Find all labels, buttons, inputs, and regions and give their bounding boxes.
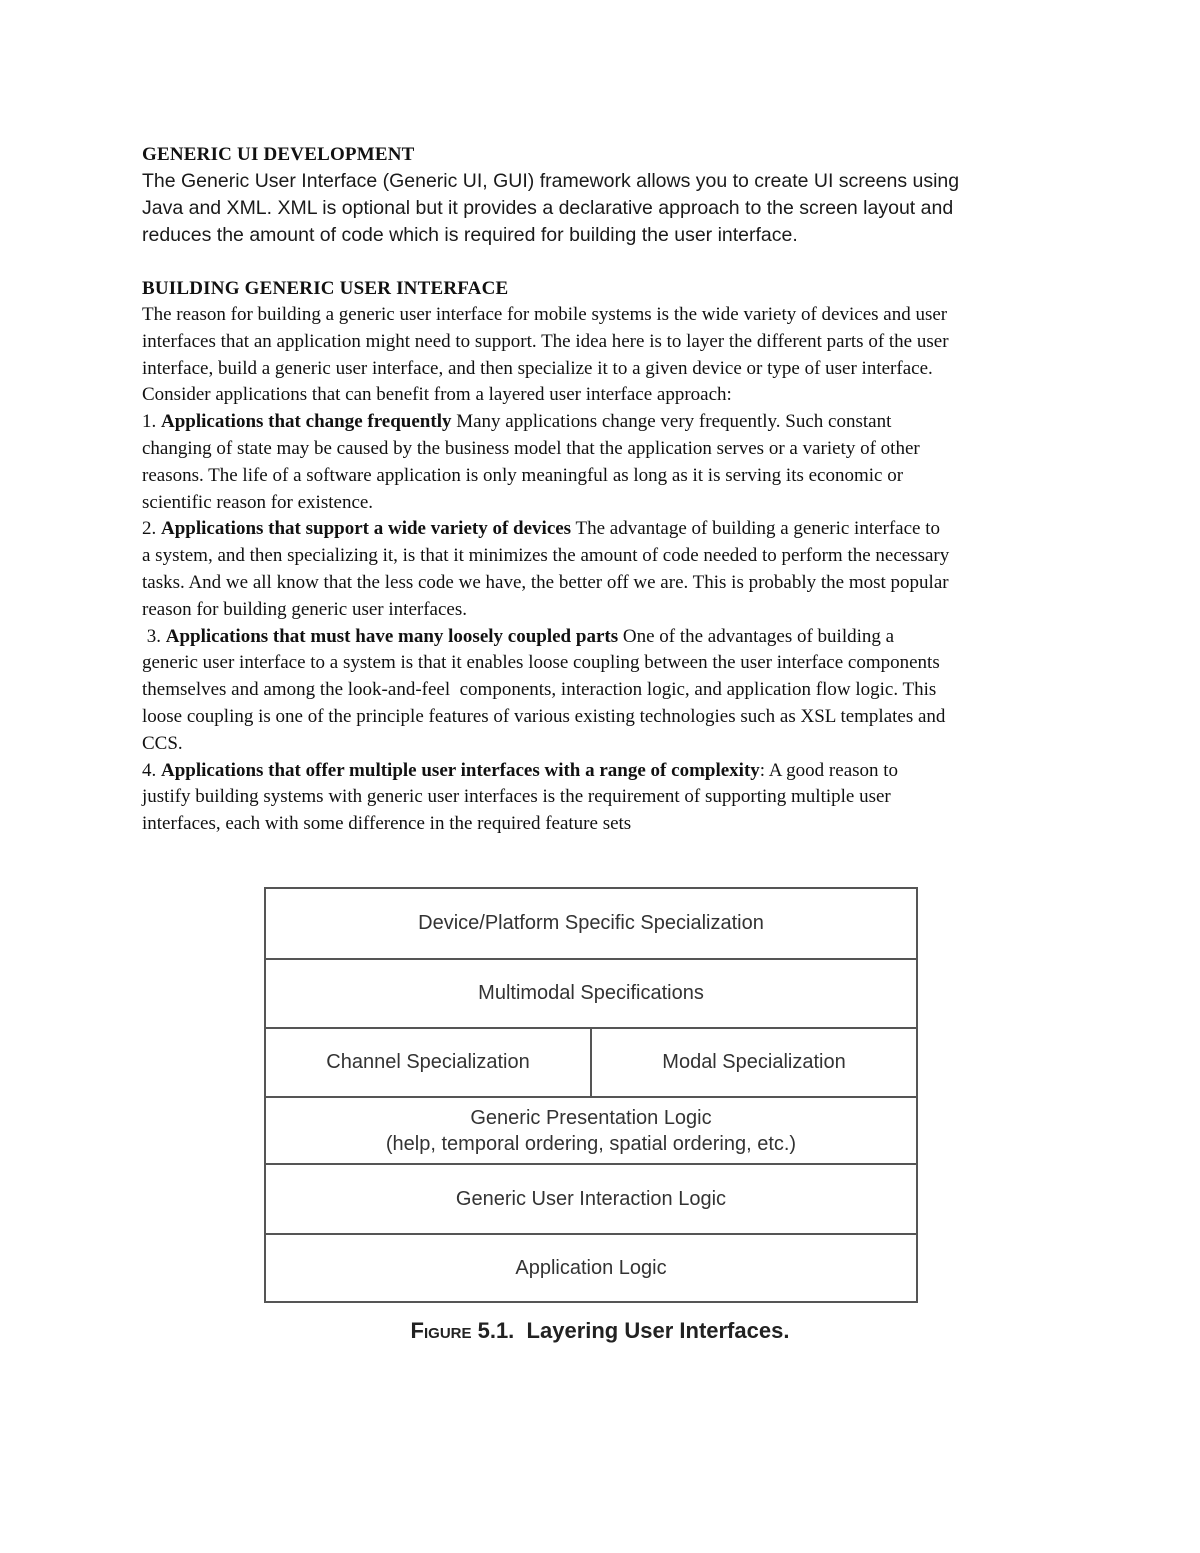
layer-multimodal <box>266 960 916 1029</box>
text-line: reasons. The life of a software application is only meaningful as long as it is serving its economic or <box>142 464 904 486</box>
text-line: changing of state may be caused by the business model that the application serves or a variety of other <box>142 437 920 459</box>
text-line: CCS. <box>142 732 183 754</box>
layer-presentation-logic <box>266 1098 916 1165</box>
layer-label: Generic Presentation Logic <box>470 1106 712 1129</box>
layering-diagram <box>264 887 918 1303</box>
layer-interaction-logic <box>266 1165 916 1235</box>
item-number: 3. <box>142 625 166 647</box>
text-line: reason for building generic user interfaces. <box>142 598 467 620</box>
layer-split-row <box>266 1029 916 1098</box>
item-text: One of the advantages of building a <box>618 625 895 647</box>
paragraph <box>142 302 1072 838</box>
layer-label: Device/Platform Specific Specialization <box>418 912 764 934</box>
layer-label: Channel Specialization <box>326 1051 530 1073</box>
layer-label: Application Logic <box>515 1256 667 1279</box>
text-line: loose coupling is one of the principle features of various existing technologies such as XSL templates and <box>142 705 946 727</box>
layer-application-logic <box>266 1235 916 1301</box>
layer-label: Multimodal Specifications <box>478 982 704 1004</box>
item-title: Applications that support a wide variety of devices <box>161 518 572 540</box>
item-text: : A good reason to <box>759 759 899 781</box>
text-line: The reason for building a generic user interface for mobile systems is the wide variety of devices and user <box>142 304 948 325</box>
layer-channel-specialization <box>266 1029 592 1096</box>
text-line: generic user interface to a system is that it enables loose coupling between the user interface components <box>142 652 940 674</box>
text-line: a system, and then specializing it, is that it minimizes the amount of code needed to perform the necessary <box>142 545 950 567</box>
item-title: Applications that must have many loosely coupled parts <box>165 625 619 647</box>
caption-title: Layering User Interfaces. <box>526 1318 790 1343</box>
item-text: Many applications change very frequently. Such constant <box>451 411 892 433</box>
item-number: 1. <box>142 411 161 433</box>
item-number: 2. <box>142 518 161 540</box>
caption-label: Figure 5.1. <box>410 1318 515 1343</box>
item-title: Applications that offer multiple user interfaces with a range of complexity <box>161 759 760 781</box>
list-item <box>142 516 1072 543</box>
text-line: reduces the amount of code which is required for building the user interface. <box>142 224 798 246</box>
text-line: Consider applications that can benefit from a layered user interface approach: <box>142 384 732 406</box>
layer-modal-specialization <box>592 1029 916 1096</box>
figure-caption <box>0 1318 1200 1344</box>
paragraph <box>142 168 1072 249</box>
list-item <box>142 758 1072 785</box>
section-heading: BUILDING GENERIC USER INTERFACE <box>142 278 509 299</box>
section-heading: GENERIC UI DEVELOPMENT <box>142 144 415 165</box>
item-title: Applications that change frequently <box>161 411 452 433</box>
text-line: tasks. And we all know that the less code we have, the better off we are. This is probably the most popular <box>142 571 949 593</box>
text-line: Java and XML. XML is optional but it provides a declarative approach to the screen layout and <box>142 197 954 219</box>
text-line: The Generic User Interface (Generic UI, GUI) framework allows you to create UI screens using <box>142 170 960 192</box>
item-text: The advantage of building a generic interface to <box>571 518 941 540</box>
layer-sublabel: (help, temporal ordering, spatial ordering, etc.) <box>385 1132 797 1155</box>
layer-label: Modal Specialization <box>662 1051 846 1073</box>
section-building-generic-ui <box>142 276 1072 838</box>
text-line: interfaces that an application might need to support. The idea here is to layer the different parts of the user <box>142 330 949 352</box>
layer-label: Generic User Interaction Logic <box>455 1187 727 1210</box>
list-item <box>142 409 1072 436</box>
text-line: justify building systems with generic user interfaces is the requirement of supporting multiple user <box>142 786 891 808</box>
layer-device-specialization <box>266 889 916 960</box>
section-generic-ui-development <box>142 142 1072 249</box>
list-item <box>142 624 1072 651</box>
text-line: scientific reason for existence. <box>142 491 374 513</box>
text-line: interface, build a generic user interface, and then specialize it to a given device or type of user interface. <box>142 357 933 379</box>
text-line: themselves and among the look-and-feel components, interaction logic, and application flow logic. This <box>142 679 937 701</box>
text-line: interfaces, each with some difference in the required feature sets <box>142 813 632 835</box>
item-number: 4. <box>142 759 161 781</box>
